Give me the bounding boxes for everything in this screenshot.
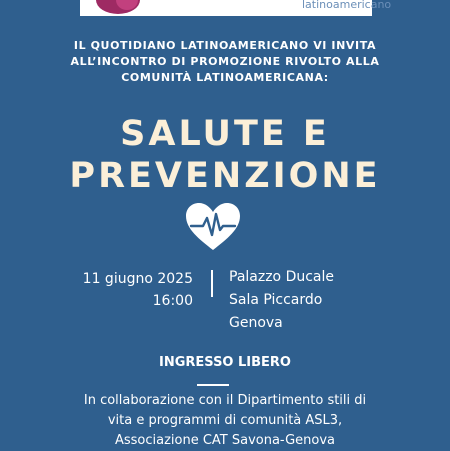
intro-line: COMUNITÀ LATINOAMERICANA: xyxy=(121,71,329,84)
horizontal-divider xyxy=(197,384,229,386)
heart-pulse-icon xyxy=(185,202,241,252)
event-time: 16:00 xyxy=(152,293,193,309)
event-date: 11 giugno 2025 xyxy=(82,271,193,287)
event-when xyxy=(60,268,193,312)
title-line: SALUTE E xyxy=(120,114,330,154)
collaboration-text xyxy=(0,391,450,451)
intro-line: ALL’INCONTRO DI PROMOZIONE RIVOLTO ALLA xyxy=(70,55,380,68)
event-venue: Palazzo Ducale xyxy=(229,269,335,285)
collab-line: Associazione CAT Savona-Genova xyxy=(114,433,336,448)
event-where xyxy=(229,266,334,335)
intro-line: IL QUOTIDIANO LATINOAMERICANO VI INVITA xyxy=(73,39,377,52)
title-line: PREVENZIONE xyxy=(69,156,381,196)
collab-line: vita e programmi di comunità ASL3, xyxy=(107,413,343,428)
vertical-divider xyxy=(211,270,213,297)
collab-line: In collaborazione con il Dipartimento stili di xyxy=(83,393,367,408)
invitation-intro xyxy=(0,38,450,86)
logo-text: latinoamericano xyxy=(302,0,392,11)
free-entry-label: INGRESSO LIBERO xyxy=(159,355,291,370)
event-title xyxy=(0,113,450,197)
event-city: Genova xyxy=(229,315,283,331)
logo-banner xyxy=(80,0,392,16)
event-room: Sala Piccardo xyxy=(229,292,323,308)
